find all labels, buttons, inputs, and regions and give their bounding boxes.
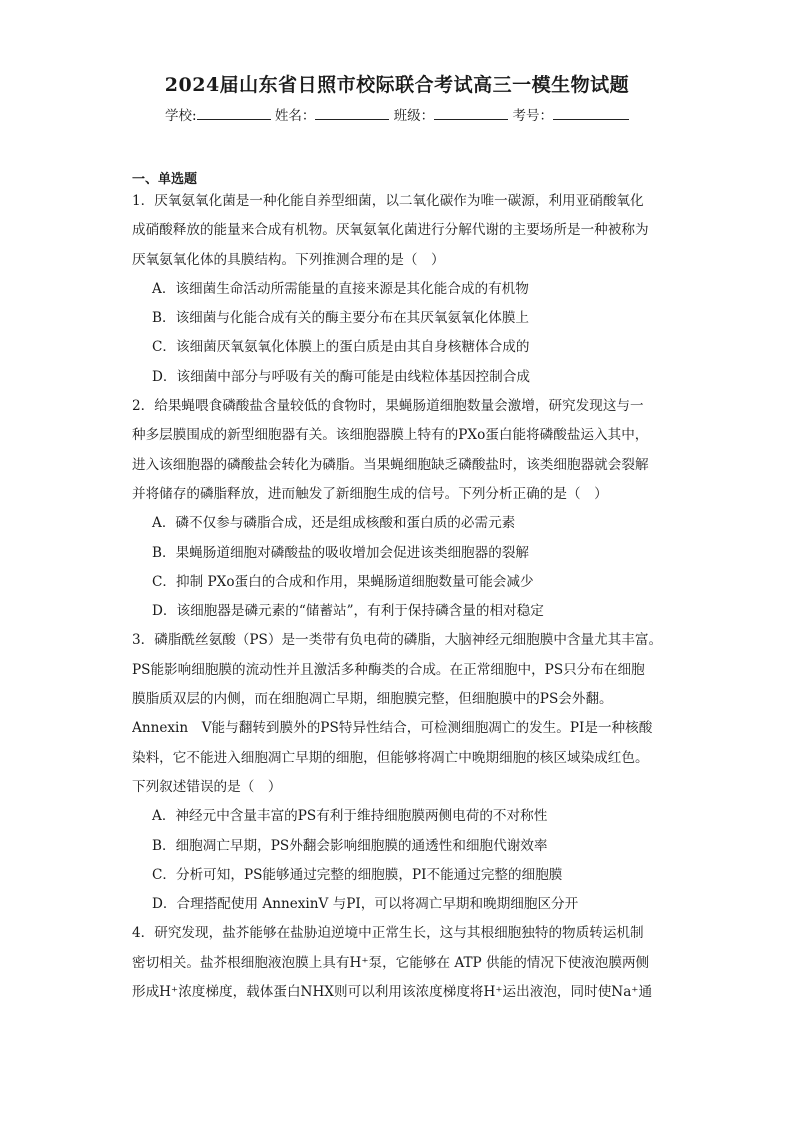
question-line: 成硝酸释放的能量来合成有机物。厌氧氨氧化菌进行分解代谢的主要场所是一种被称为 <box>132 222 649 239</box>
id-blank[interactable] <box>553 105 629 120</box>
question-1 <box>132 187 662 392</box>
question-line: 形成H⁺浓度梯度，载体蛋白NHX则可以利用该浓度梯度将H⁺运出液泡，同时使Na⁺通 <box>132 984 653 1001</box>
school-blank[interactable] <box>197 105 271 120</box>
class-label: 班级： <box>393 108 435 124</box>
question-3 <box>132 626 662 919</box>
option-c: C．该细菌厌氧氨氧化体膜上的蛋白质是由其自身核糖体合成的 <box>152 339 530 356</box>
option-c: C．抑制 PXo蛋白的合成和作用，果蝇肠道细胞数量可能会减少 <box>152 573 534 590</box>
question-line: PS能影响细胞膜的流动性并且激活多种酶类的合成。在正常细胞中，PS只分布在细胞 <box>132 661 645 678</box>
question-line: 4．研究发现，盐芥能够在盐胁迫逆境中正常生长，这与其根细胞独特的物质转运机制 <box>132 925 644 942</box>
option-a: A．该细菌生命活动所需能量的直接来源是其化能合成的有机物 <box>152 280 529 297</box>
questions-area <box>132 187 662 1007</box>
option-c: C．分析可知，PS能够通过完整的细胞膜，PI不能通过完整的细胞膜 <box>152 866 563 883</box>
name-label: 姓名： <box>274 108 316 124</box>
option-a: A．磷不仅参与磷脂合成，还是组成核酸和蛋白质的必需元素 <box>152 515 516 532</box>
option-d: D．该细胞器是磷元素的“储蓄站”，有利于保持磷含量的相对稳定 <box>152 603 544 620</box>
option-d: D．合理搭配使用 AnnexinV 与PI，可以将凋亡早期和晚期细胞区分开 <box>152 896 579 913</box>
question-line: 并将储存的磷脂释放，进而触发了新细胞生成的信号。下列分析正确的是（ ） <box>132 485 608 502</box>
option-d: D．该细菌中部分与呼吸有关的酶可能是由线粒体基因控制合成 <box>152 368 530 385</box>
option-b: B．果蝇肠道细胞对磷酸盐的吸收增加会促进该类细胞器的裂解 <box>152 544 530 561</box>
option-a: A．神经元中含量丰富的PS有利于维持细胞膜两侧电荷的不对称性 <box>152 808 548 825</box>
student-info-line <box>0 104 794 124</box>
question-line: 膜脂质双层的内侧，而在细胞凋亡早期，细胞膜完整，但细胞膜中的PS会外翻。 <box>132 691 613 708</box>
question-line: Annexin V能与翻转到膜外的PS特异性结合，可检测细胞凋亡的发生。PI是一种核酸 <box>132 720 653 737</box>
question-line: 厌氧氨氧化体的具膜结构。下列推测合理的是（ ） <box>132 251 445 268</box>
question-2 <box>132 392 662 626</box>
question-line: 染料，它不能进入细胞凋亡早期的细胞，但能够将凋亡中晚期细胞的核区域染成红色。 <box>132 749 649 766</box>
class-blank[interactable] <box>434 105 508 120</box>
option-b: B．细胞凋亡早期，PS外翻会影响细胞膜的通透性和细胞代谢效率 <box>152 837 548 854</box>
question-line: 2．给果蝇喂食磷酸盐含量较低的食物时，果蝇肠道细胞数量会激增，研究发现这与一 <box>132 398 644 415</box>
question-4 <box>132 919 662 1007</box>
school-label: 学校: <box>165 108 197 124</box>
option-b: B．该细菌与化能合成有关的酶主要分布在其厌氧氨氧化体膜上 <box>152 310 530 327</box>
question-line: 下列叙述错误的是（ ） <box>132 778 282 795</box>
question-line: 3．磷脂酰丝氨酸（PS）是一类带有负电荷的磷脂，大脑神经元细胞膜中含量尤其丰富。 <box>132 632 662 649</box>
question-line: 1．厌氧氨氧化菌是一种化能自养型细菌，以二氧化碳作为唯一碳源，利用亚硝酸氧化 <box>132 193 644 209</box>
question-line: 密切相关。盐芥根细胞液泡膜上具有H⁺泵，它能够在 ATP 供能的情况下使液泡膜两侧 <box>132 954 650 971</box>
page-title: 2024届山东省日照市校际联合考试高三一模生物试题 <box>164 74 630 96</box>
id-label: 考号： <box>512 108 553 124</box>
question-line: 进入该细胞器的磷酸盐会转化为磷脂。当果蝇细胞缺乏磷酸盐时，该类细胞器就会裂解 <box>132 456 649 473</box>
question-line: 种多层膜围成的新型细胞器有关。该细胞器膜上特有的PXo蛋白能将磷酸盐运入其中， <box>132 427 649 444</box>
section-title: 一、单选题 <box>132 172 198 187</box>
name-blank[interactable] <box>315 105 389 120</box>
